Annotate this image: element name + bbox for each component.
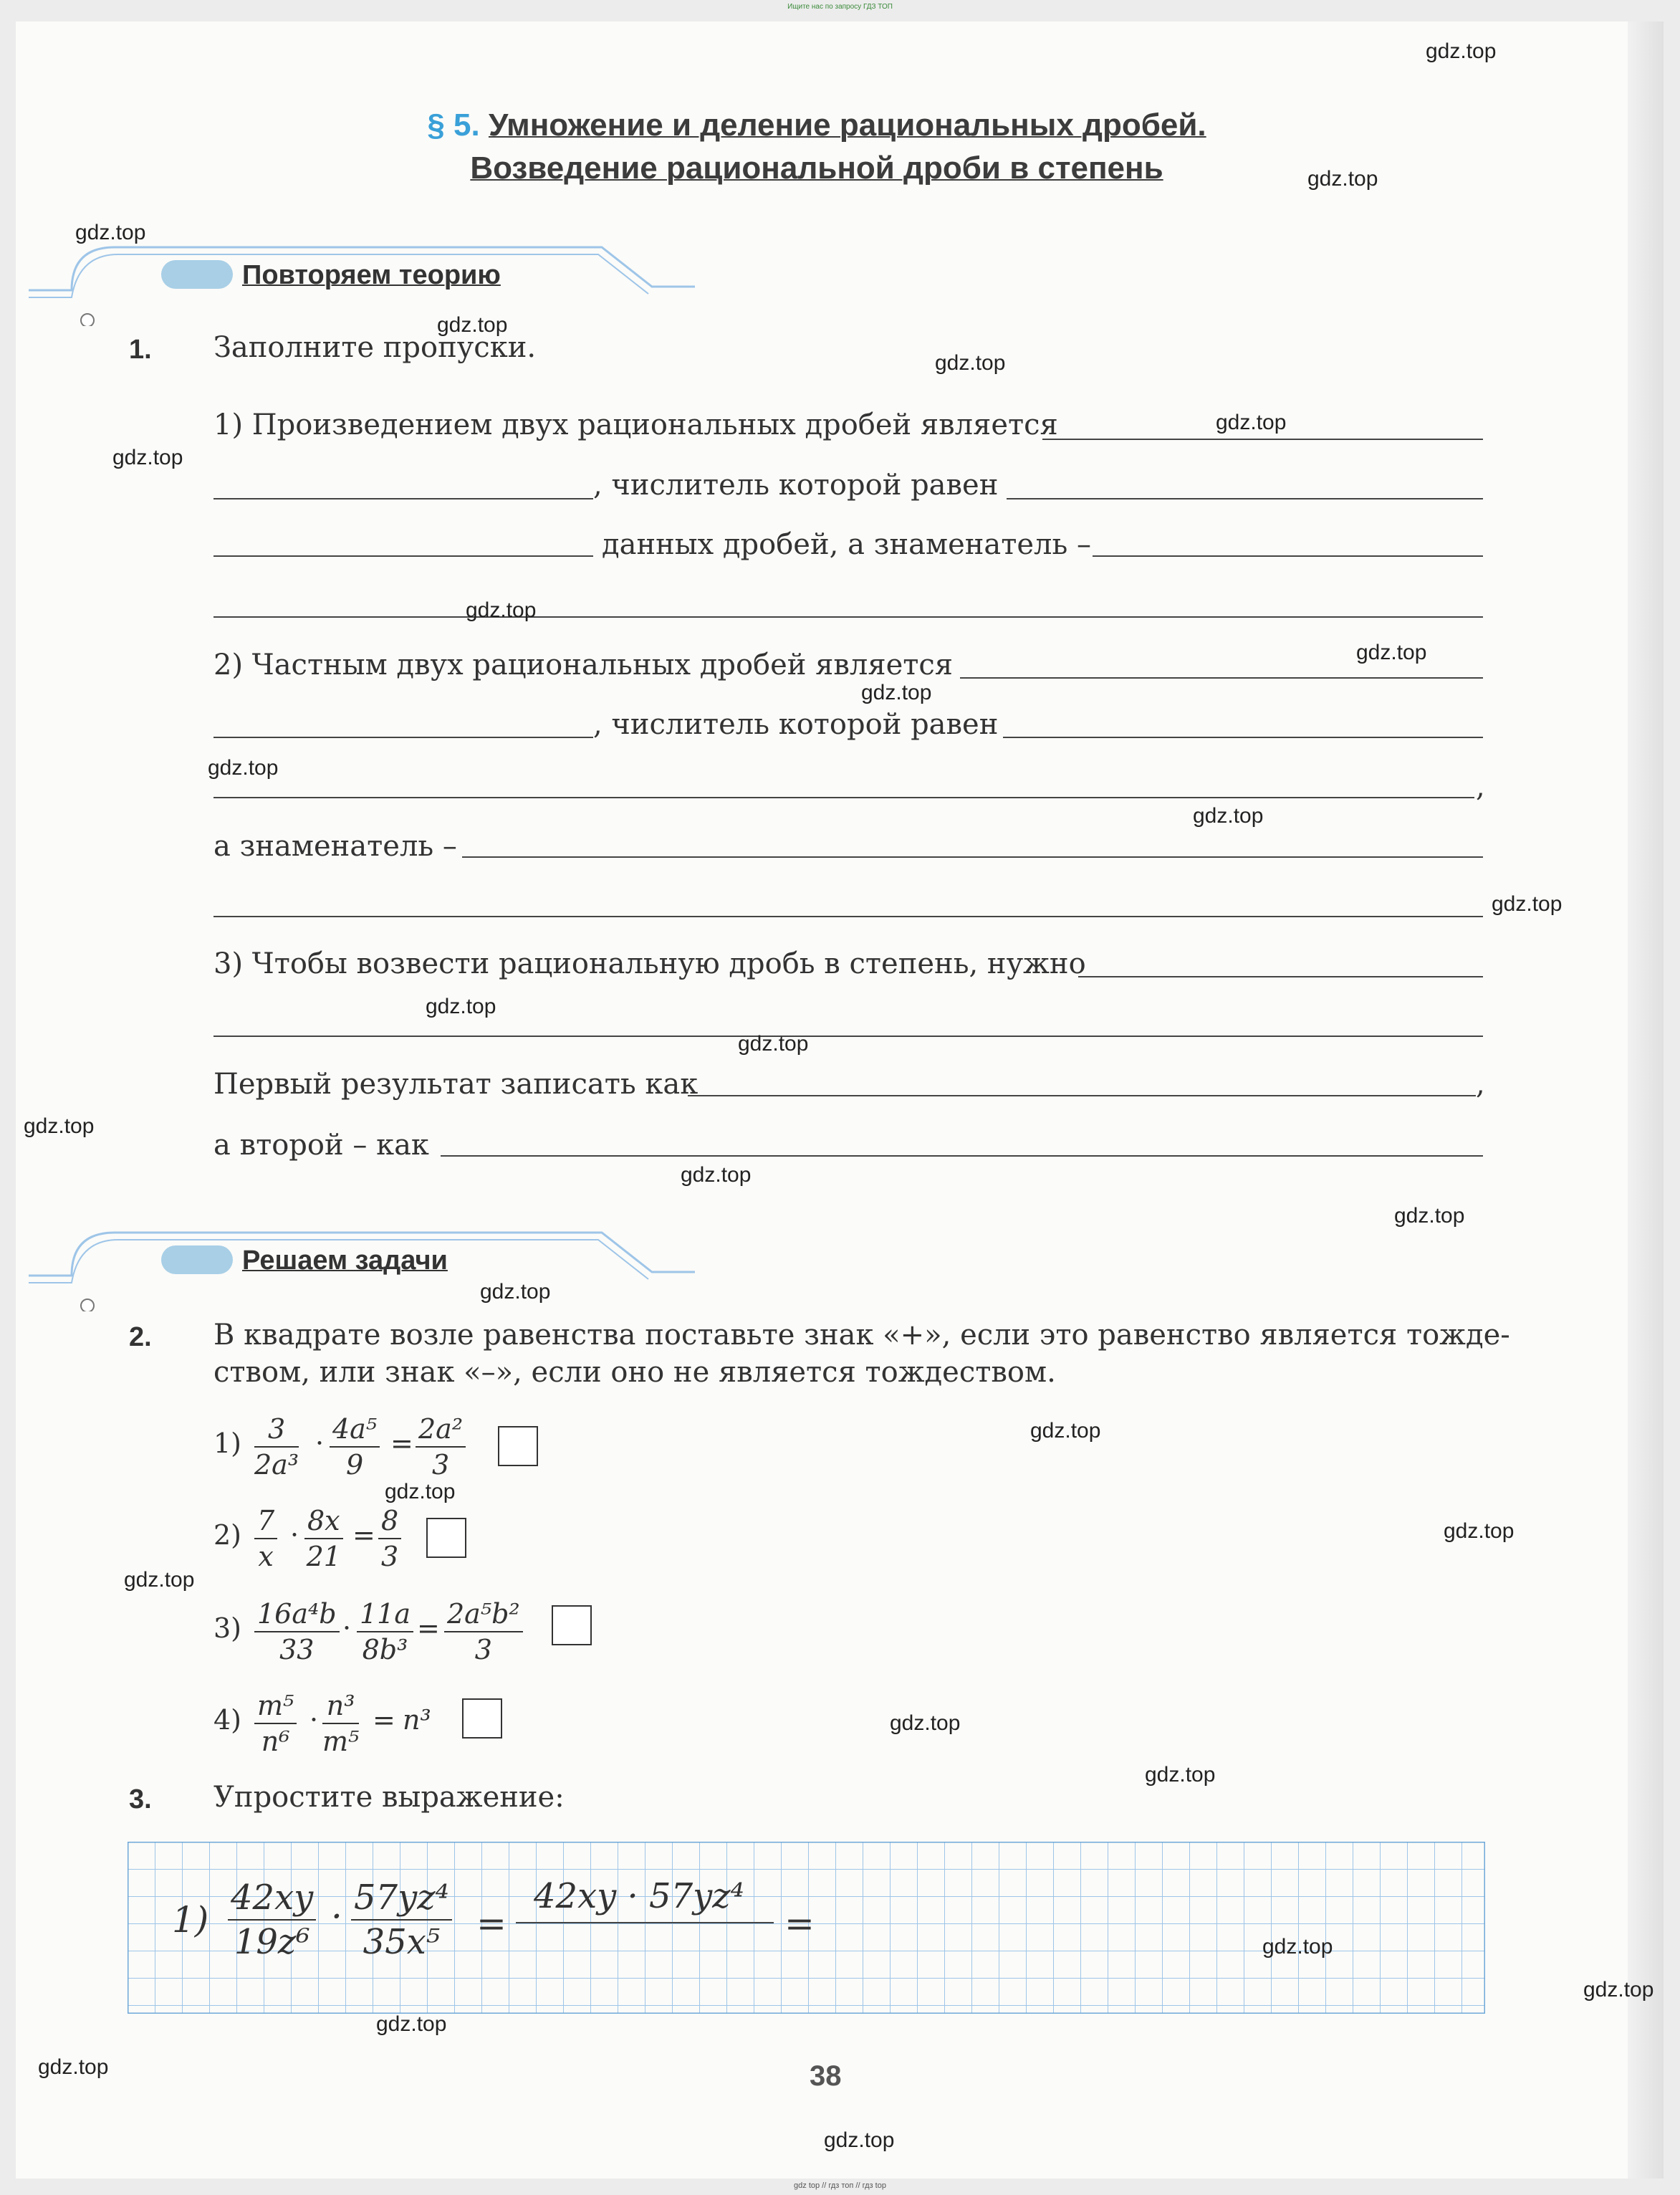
fill-text: , числитель которой равен (593, 708, 999, 741)
fraction: $\frac{3}{\text{2a³}}$ (254, 1413, 299, 1481)
fraction: $\frac{11a}{\text{8b³}}$ (357, 1597, 413, 1667)
watermark: gdz.top (1444, 1519, 1515, 1543)
watermark: gdz.top (480, 1280, 551, 1304)
blank-line[interactable] (960, 677, 1483, 679)
watermark: gdz.top (1492, 892, 1563, 916)
page-number: 38 (810, 2060, 842, 2092)
fraction: $\frac{8x}{21}$ (304, 1503, 343, 1574)
handwritten-operator: · (331, 1895, 342, 1937)
blank-line[interactable] (441, 1155, 1483, 1157)
operator: = (373, 1704, 395, 1736)
blank-line[interactable] (1078, 976, 1483, 977)
fraction: $\frac{\text{2a⁵b²}}{3}$ (444, 1597, 523, 1667)
fill-text: а знаменатель – (213, 830, 457, 863)
watermark: gdz.top (124, 1568, 195, 1592)
watermark: gdz.top (1307, 167, 1378, 191)
fraction: $\frac{\text{2a²}}{3}$ (416, 1412, 466, 1482)
blank-line[interactable] (1042, 439, 1483, 440)
handwritten-operator: = (476, 1903, 507, 1944)
watermark: gdz.top (208, 756, 279, 780)
footer-note: gdz top // гдз топ // гдз top (794, 2181, 886, 2190)
handwritten-numerator: 42xy · 57yz⁴ (534, 1876, 744, 1916)
watermark: gdz.top (1030, 1419, 1101, 1443)
blank-line[interactable] (1007, 498, 1483, 499)
blank-line[interactable] (213, 1036, 1483, 1037)
operator: · (290, 1519, 299, 1551)
fill-text: , (1476, 770, 1485, 803)
section-pill (161, 260, 233, 289)
watermark: gdz.top (1356, 641, 1427, 664)
watermark: gdz.top (824, 2128, 895, 2152)
watermark: gdz.top (426, 995, 496, 1018)
blank-line[interactable] (1003, 737, 1483, 738)
page-title-line1: § 5. Умножение и деление рациональных дробей. (427, 107, 1206, 143)
fill-text: 3) Чтобы возвести рациональную дробь в степень, нужно (213, 947, 1086, 980)
blank-line[interactable] (213, 916, 1483, 917)
handwritten-fraction: $\frac{42xy}{\text{19z⁶}}$ (228, 1876, 316, 1964)
answer-checkbox[interactable] (498, 1426, 538, 1466)
fill-text: данных дробей, а знаменатель – (602, 528, 1091, 561)
fraction: $\frac{\text{m⁵}}{\text{n⁶}}$ (254, 1688, 297, 1759)
fill-text: а второй – как (213, 1129, 429, 1162)
item-number: 2) (213, 1519, 242, 1551)
watermark: gdz.top (112, 446, 183, 469)
watermark: gdz.top (1394, 1204, 1465, 1228)
fraction: $\frac{7}{x}$ (254, 1503, 277, 1574)
operator: · (309, 1704, 319, 1736)
task-text: В квадрате возле равенства поставьте знак «+», если это равенство является тожде- (213, 1319, 1510, 1352)
result: n³ (403, 1704, 431, 1736)
item-number: 1) (213, 1428, 242, 1459)
blank-line[interactable] (462, 856, 1483, 858)
fill-text: 2) Частным двух рациональных дробей является (213, 649, 954, 682)
section-label: Повторяем теорию (242, 260, 501, 290)
task-number: 2. (129, 1322, 152, 1352)
item-number: 3) (213, 1612, 242, 1644)
blank-line[interactable] (688, 1095, 1476, 1096)
operator: · (315, 1428, 325, 1459)
answer-checkbox[interactable] (552, 1605, 592, 1645)
watermark: gdz.top (861, 681, 932, 704)
item-number: 4) (213, 1704, 242, 1736)
handwritten-fraction-bar (516, 1922, 774, 1923)
watermark: gdz.top (376, 2012, 447, 2036)
section-pill (161, 1245, 233, 1274)
operator: = (390, 1428, 413, 1459)
blank-line[interactable] (213, 498, 593, 499)
operator: = (352, 1519, 375, 1551)
watermark: gdz.top (738, 1032, 809, 1056)
section-header-problems (29, 1225, 709, 1311)
watermark: gdz.top (681, 1163, 752, 1187)
task-prompt: Упростите выражение: (213, 1781, 565, 1814)
watermark: gdz.top (890, 1711, 961, 1735)
watermark: gdz.top (38, 2055, 109, 2079)
watermark: gdz.top (24, 1114, 95, 1138)
watermark: gdz.top (1216, 411, 1287, 434)
section-number: § 5. (427, 107, 480, 143)
watermark: gdz.top (935, 351, 1006, 375)
watermark: gdz.top (1426, 39, 1497, 63)
watermark: gdz.top (1193, 804, 1264, 828)
fraction: $\frac{\text{4a⁵}}{9}$ (330, 1412, 380, 1482)
handwritten-item-number: 1) (172, 1899, 209, 1941)
watermark: gdz.top (1262, 1935, 1333, 1959)
watermark: gdz.top (1145, 1763, 1216, 1787)
watermark: gdz.top (466, 598, 537, 622)
task-number: 1. (129, 335, 152, 365)
page-title-line2: Возведение рациональной дроби в степень (470, 150, 1163, 186)
fraction: $\frac{\text{16a⁴b}}{33}$ (254, 1597, 340, 1667)
watermark: gdz.top (385, 1480, 456, 1503)
header-note: Ищите нас по запросу ГДЗ ТОП (787, 3, 893, 11)
watermark: gdz.top (75, 221, 146, 244)
answer-checkbox[interactable] (462, 1698, 502, 1739)
fill-text: 1) Произведением двух рациональных дробей является (213, 408, 1058, 441)
fraction: $\frac{\text{n³}}{\text{m⁵}}$ (322, 1690, 360, 1757)
fill-text: Первый результат записать как (213, 1068, 699, 1101)
fill-text: , числитель которой равен (593, 469, 999, 502)
task-text: ством, или знак «–», если оно не является тождеством. (213, 1356, 1056, 1389)
page-edge (1628, 21, 1664, 2179)
handwritten-operator: = (784, 1903, 815, 1944)
task-prompt: Заполните пропуски. (213, 331, 537, 364)
task-number: 3. (129, 1784, 152, 1814)
fill-text: , (1476, 1068, 1485, 1101)
fraction: $\frac{8}{3}$ (378, 1503, 401, 1574)
operator: · (342, 1612, 352, 1644)
watermark: gdz.top (1583, 1978, 1654, 2002)
section-label: Решаем задачи (242, 1245, 448, 1276)
blank-line[interactable] (213, 797, 1474, 798)
blank-line[interactable] (213, 555, 593, 557)
blank-line[interactable] (213, 737, 593, 738)
section-header-theory (29, 240, 709, 326)
blank-line[interactable] (213, 616, 1483, 618)
answer-checkbox[interactable] (426, 1518, 466, 1558)
handwritten-fraction: $\frac{\text{57yz⁴}}{\text{35x⁵}}$ (351, 1876, 452, 1964)
blank-line[interactable] (1093, 555, 1483, 557)
watermark: gdz.top (437, 313, 508, 337)
operator: = (417, 1612, 440, 1644)
